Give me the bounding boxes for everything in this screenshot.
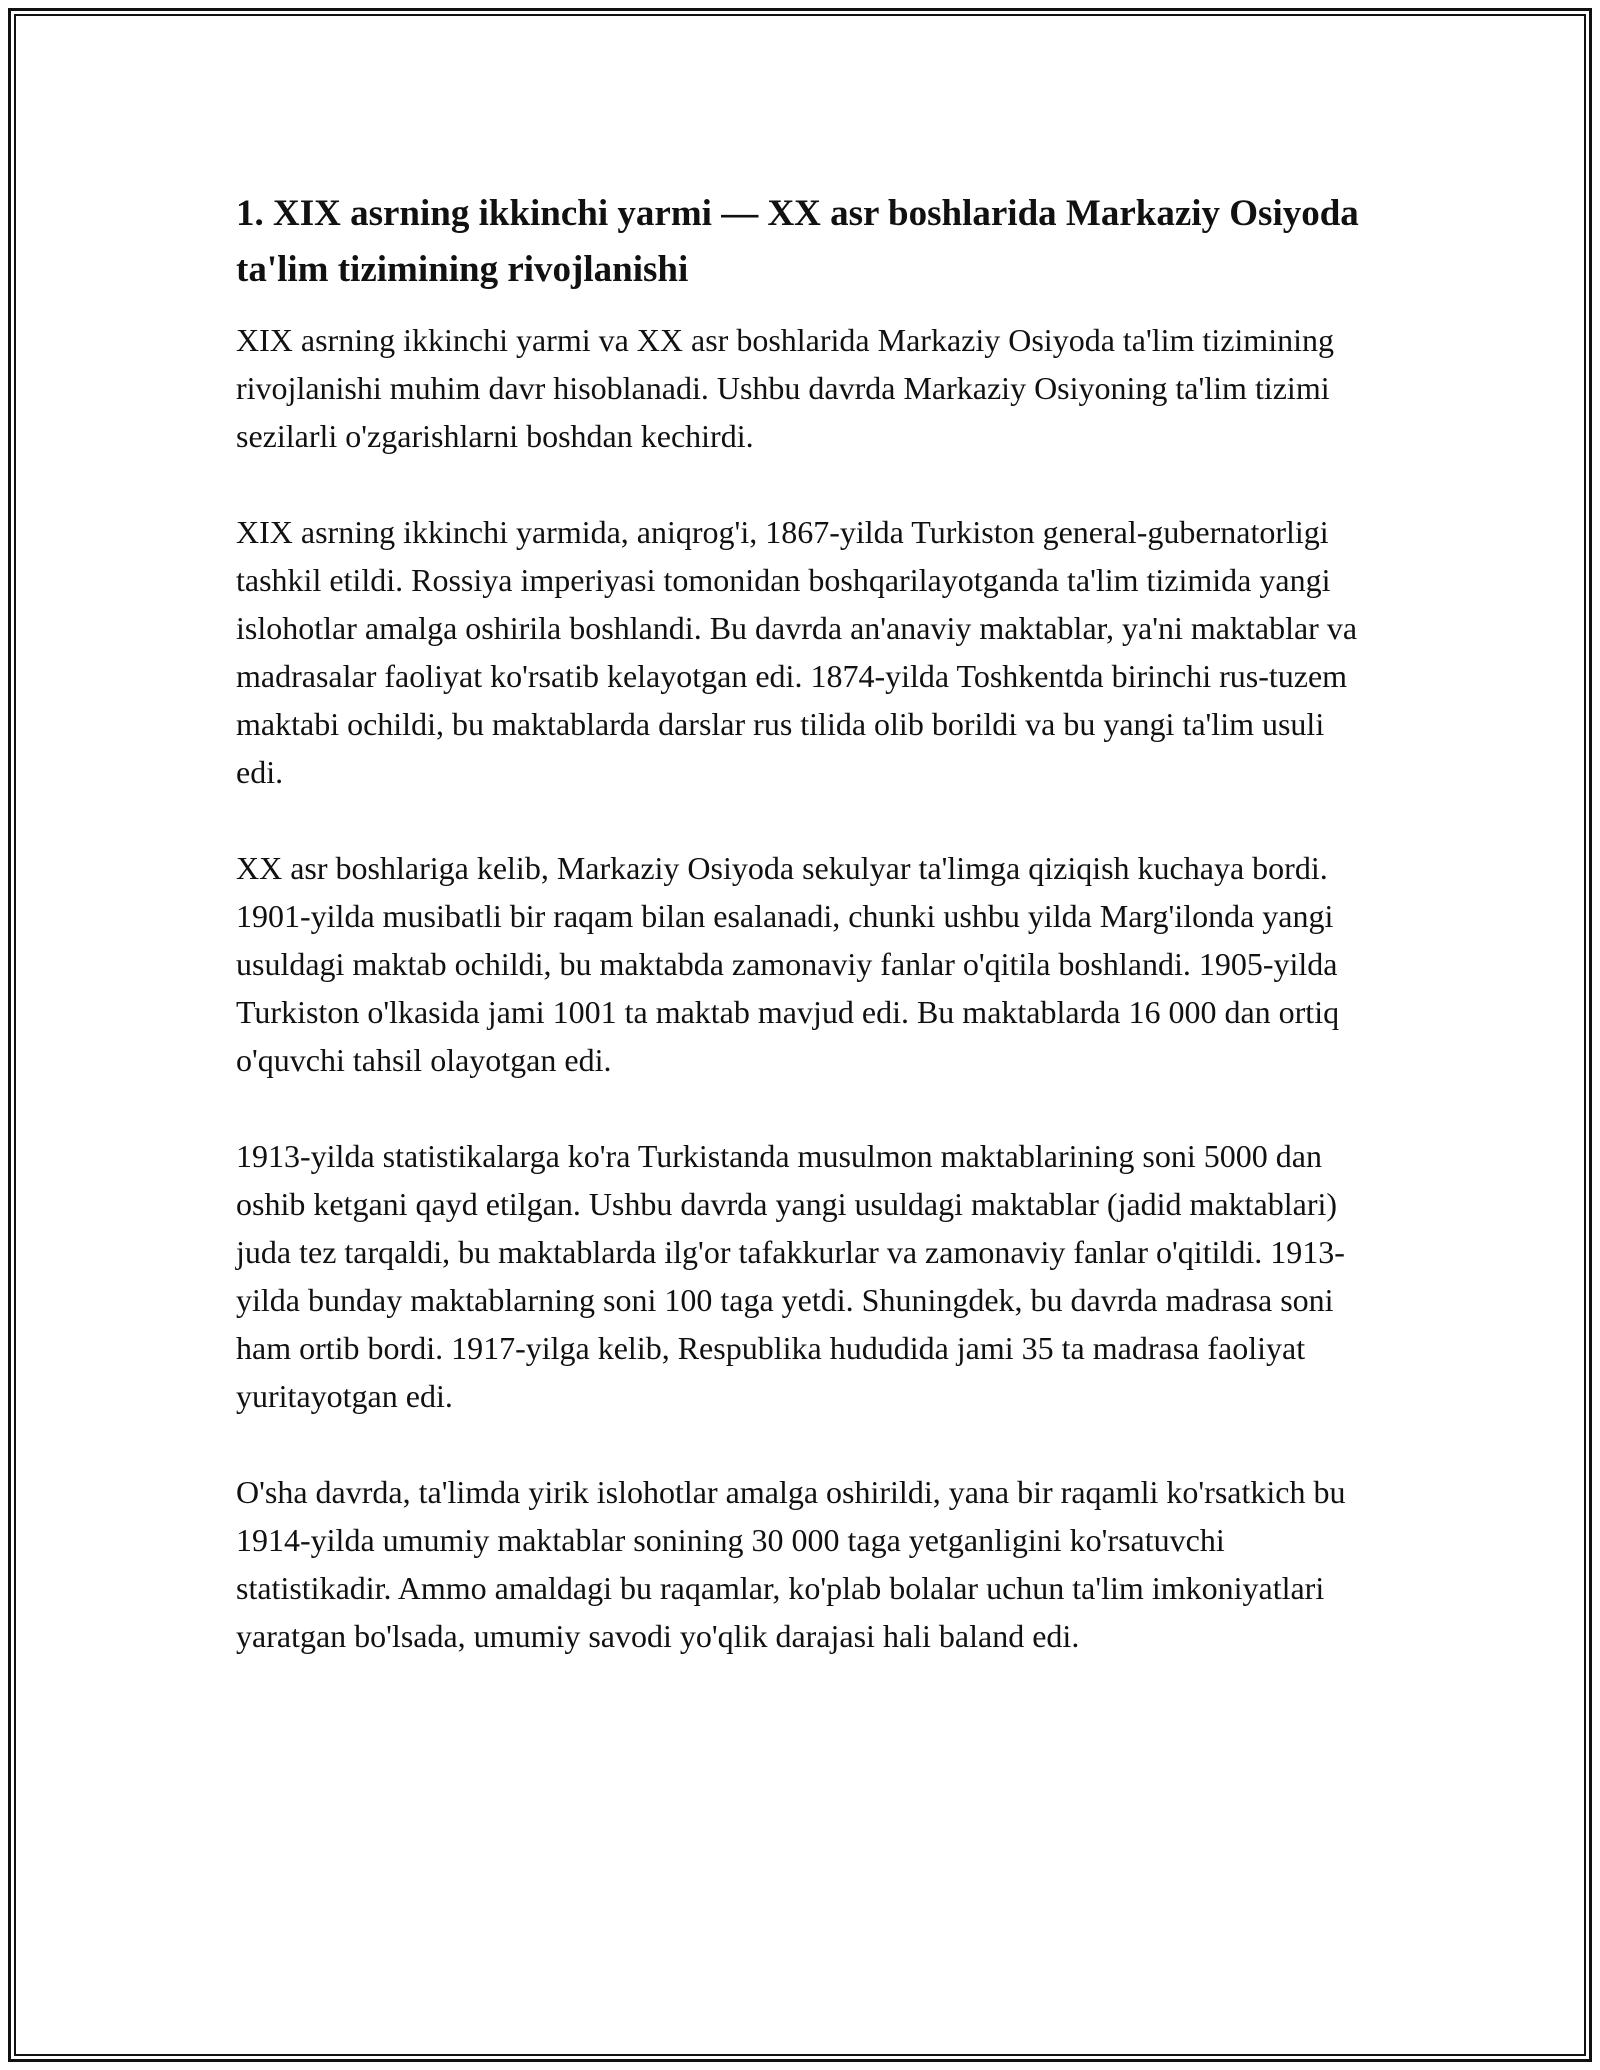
paragraph-3: XX asr boshlariga kelib, Markaziy Osiyoda sekulyar ta'limga qiziqish kuchaya bordi. 1901-yilda musibatli bir raqam bilan esalanadi, chunki ushbu yilda Marg'ilonda yangi usuldagi maktab ochildi, bu maktabda zamonaviy fanlar o'qitila boshlandi. 1905-yilda Turkiston o'lkasida jami 1001 ta maktab mavjud edi. Bu maktablarda 16 000 dan ortiq o'quvchi tahsil olayotgan edi. bbox=[236, 850, 1340, 1078]
paragraph-5: O'sha davrda, ta'limda yirik islohotlar amalga oshirildi, yana bir raqamli ko'rsatkich bu 1914-yilda umumiy maktablar sonining 30 000 taga yetganligini ko'rsatuvchi statistikadir. Ammo amaldagi bu raqamlar, ko'plab bolalar uchun ta'lim imkoniyatlari yaratgan bo'lsada, umumiy savodi yo'qlik darajasi hali baland edi. bbox=[236, 1474, 1346, 1654]
document-body bbox=[236, 186, 1364, 1708]
document-title: 1. XIX asrning ikkinchi yarmi — XX asr boshlarida Markaziy Osiyoda ta'lim tizimining rivojlanishi bbox=[236, 193, 1359, 290]
paragraph-2: XIX asrning ikkinchi yarmida, aniqrog'i, 1867-yilda Turkiston general-gubernatorligi tashkil etildi. Rossiya imperiyasi tomonidan boshqarilayotganda ta'lim tizimida yangi islohotlar amalga oshirila boshlandi. Bu davrda an'anaviy maktablar, ya'ni maktablar va madrasalar faoliyat ko'rsatib kelayotgan edi. 1874-yilda Toshkentda birinchi rus-tuzem maktabi ochildi, bu maktablarda darslar rus tilida olib borildi va bu yangi ta'lim usuli edi. bbox=[236, 514, 1358, 790]
paragraph-1: XIX asrning ikkinchi yarmi va XX asr boshlarida Markaziy Osiyoda ta'lim tizimining rivojlanishi muhim davr hisoblanadi. Ushbu davrda Markaziy Osiyoning ta'lim tizimi sezilarli o'zgarishlarni boshdan kechirdi. bbox=[236, 322, 1334, 454]
paragraph-4: 1913-yilda statistikalarga ko'ra Turkistanda musulmon maktablarining soni 5000 dan oshib ketgani qayd etilgan. Ushbu davrda yangi usuldagi maktablar (jadid maktablari) juda tez tarqaldi, bu maktablarda ilg'or tafakkurlar va zamonaviy fanlar o'qitildi. 1913-yilda bunday maktablarning soni 100 taga yetdi. Shuningdek, bu davrda madrasa soni ham ortib bordi. 1917-yilga kelib, Respublika hududida jami 35 ta madrasa faoliyat yuritayotgan edi. bbox=[236, 1138, 1345, 1414]
